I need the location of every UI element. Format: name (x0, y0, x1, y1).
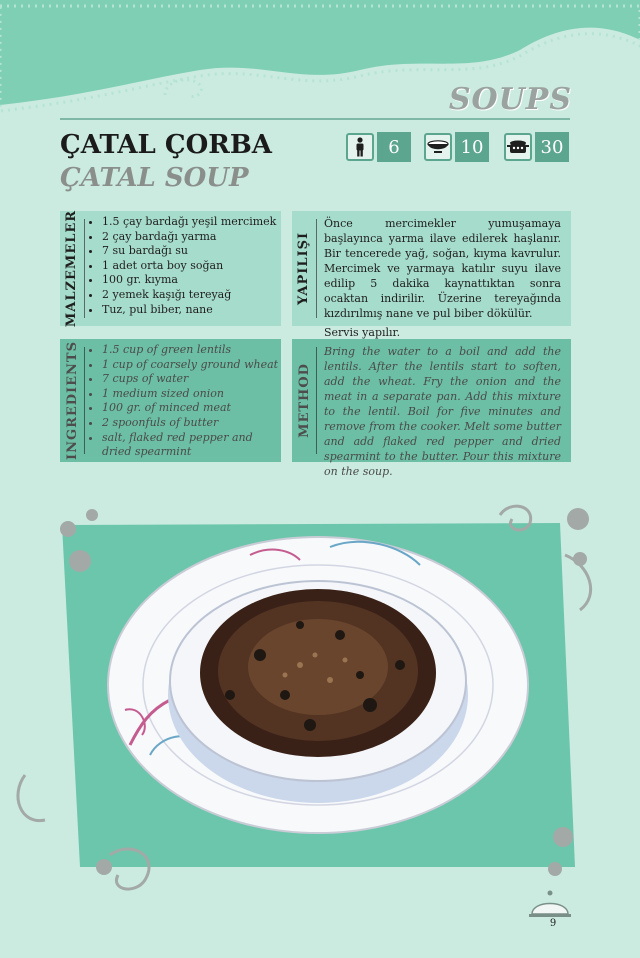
malzemeler-divider (84, 219, 85, 318)
list-item: • 1 medium sized onion (102, 387, 281, 402)
malzemeler-label: MALZEMELER (64, 209, 80, 328)
malzemeler-list (90, 215, 276, 317)
section-title: SOUPS (448, 82, 572, 117)
list-item: • 100 gr. kıyma (102, 273, 276, 288)
list-item: • 7 cups of water (102, 372, 281, 387)
yapilisi-box (292, 211, 571, 339)
method-box (292, 339, 571, 478)
list-item: • 7 su bardağı su (102, 244, 276, 259)
list-item: • 2 yemek kaşığı tereyağ (102, 288, 276, 303)
list-item: • 1 cup of coarsely ground wheat (102, 358, 281, 373)
list-item: • Tuz, pul biber, nane (102, 303, 276, 318)
ingredients-list (90, 343, 281, 460)
recipe-title-en: ÇATAL SOUP (60, 163, 249, 193)
bowl-icon (424, 133, 452, 161)
recipe-title-tr: ÇATAL ÇORBA (60, 130, 272, 160)
title-divider (60, 118, 570, 120)
yapilisi-label: YAPILIŞI (296, 231, 312, 306)
servings-value: 6 (377, 132, 411, 162)
ingredients-divider (84, 347, 85, 454)
person-icon (346, 133, 374, 161)
ingredients-label: INGREDIENTS (64, 341, 80, 460)
yapilisi-divider (316, 219, 317, 318)
prep-stat (424, 132, 489, 162)
malzemeler-box (60, 211, 281, 326)
cook-value: 30 (535, 132, 569, 162)
page-number: 9 (549, 918, 557, 929)
cloche-icon (528, 888, 572, 922)
pot-icon (504, 133, 532, 161)
list-item: • 2 çay bardağı yarma (102, 230, 276, 245)
list-item: • 100 gr. of minced meat (102, 401, 281, 416)
method-divider (316, 347, 317, 454)
ingredients-box (60, 339, 281, 462)
cook-stat (504, 132, 569, 162)
prep-value: 10 (455, 132, 489, 162)
method-text: Bring the water to a boil and add the lentils. After the lentils start to soften, add the wheat. Fry the onion and the meat in a separate pan. Add this mixture to the lentil. Boil for five minutes and remove from the cooker. Melt some butter and add flaked red pepper and dried spearmint to the butter. Pour this mixture on the soup. (324, 345, 561, 478)
list-item: • 1 adet orta boy soğan (102, 259, 276, 274)
list-item: • 2 spoonfuls of butter (102, 416, 281, 431)
servings-stat (346, 132, 411, 162)
method-label: METHOD (296, 363, 312, 438)
list-item: • salt, flaked red pepper and dried spearmint (102, 431, 281, 460)
yapilisi-text: Önce mercimekler yumuşamaya başlayınca yarma ilave edilerek haşlanır. Bir tencerede yağ, soğan, kıyma kavrulur. Mercimek ve yarmaya katılır suyu ilave edilip 5 dakika kaynattıktan sonra ocaktan indirilir. Üzerine tereyağında kızdırılmış nane ve pul biber dökülür. Servis yapılır. (324, 217, 561, 339)
list-item: • 1.5 cup of green lentils (102, 343, 281, 358)
soup-photo (0, 495, 640, 905)
list-item: • 1.5 çay bardağı yeşil mercimek (102, 215, 276, 230)
